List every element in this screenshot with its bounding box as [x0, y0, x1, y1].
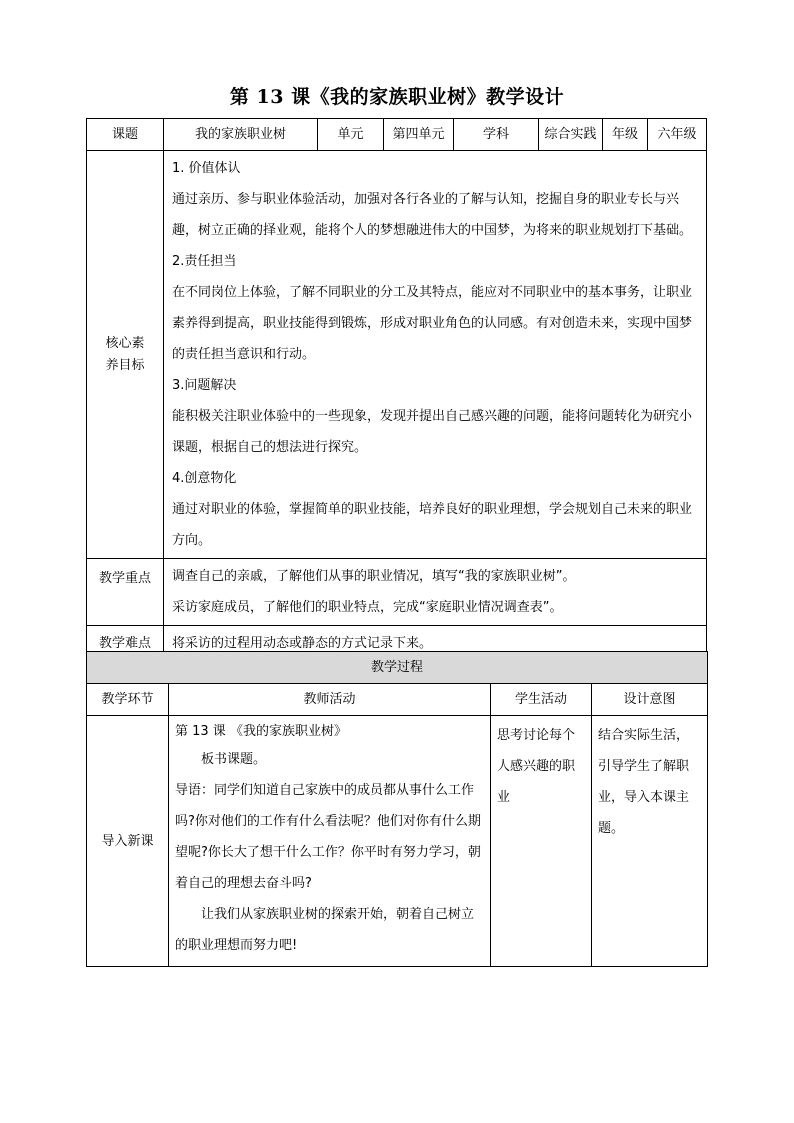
- goal-text: 在不同岗位上体验，了解不同职业的分工及其特点，能应对不同职业中的基本事务，让职业素养得到提高，职业技能得到锻炼，形成对职业角色的认同感。有对创造未来，实现中国梦的责任担当意识和行动。: [172, 285, 693, 362]
- goal-text: 能积极关注职业体验中的一些现象，发现并提出自己感兴趣的问题，能将问题转化为研究小课题，根据自己的想法进行探究。: [172, 409, 693, 455]
- core-goals-row: [87, 151, 707, 559]
- student-activity-cell: 思考讨论每个人感兴趣的职业: [491, 716, 592, 967]
- difficulty-label: 教学难点: [87, 626, 164, 662]
- key-point-line: 调查自己的亲戚，了解他们从事的职业情况，填写“我的家族职业树”。: [172, 569, 576, 584]
- teacher-line: 板书课题。: [201, 752, 267, 767]
- teacher-line: 导语：同学们知道自己家族中的成员都从事什么工作吗?你对他们的工作有什么看法呢？他们对你有什么期望呢?你长大了想干什么工作？你平时有努力学习，朝着自己的理想去奋斗吗?: [175, 783, 481, 891]
- stage-cell: 导入新课: [87, 716, 169, 967]
- lesson-label: 课题: [87, 119, 164, 151]
- core-goals-label: [87, 151, 164, 559]
- column-teacher: 教师活动: [169, 684, 491, 716]
- teacher-line: 让我们从家族职业树的探索开始，朝着自己树立的职业理想而努力吧!: [175, 907, 475, 953]
- lesson-value: 我的家族职业树: [164, 119, 318, 151]
- subject-label: 学科: [454, 119, 539, 151]
- unit-label: 单元: [318, 119, 384, 151]
- key-points-label: 教学重点: [87, 559, 164, 626]
- core-goals-label-line1: 核心素: [105, 335, 145, 351]
- document-title: 第 13 课《我的家族职业树》教学设计: [229, 86, 565, 108]
- lesson-info-table: [86, 118, 707, 662]
- goal-heading: 4.创意物化: [172, 471, 237, 486]
- key-points-content: [164, 559, 707, 626]
- core-goals-label-line2: 养目标: [105, 357, 145, 373]
- goal-heading: 1. 价值体认: [172, 161, 241, 176]
- difficulty-content: 将采访的过程用动态或静态的方式记录下来。: [164, 626, 707, 662]
- column-student: 学生活动: [491, 684, 592, 716]
- grade-label: 年级: [603, 119, 648, 151]
- goal-text: 通过对职业的体验，掌握简单的职业技能，培养良好的职业理想，学会规划自己未来的职业方向。: [172, 502, 693, 548]
- process-columns-row: [87, 684, 708, 716]
- design-intent-cell: 结合实际生活，引导学生了解职业，导入本课主题。: [592, 716, 708, 967]
- goal-text: 通过亲历、参与职业体验活动，加强对各行各业的了解与认知，挖掘自身的职业专长与兴趣，树立正确的择业观，能将个人的梦想融进伟大的中国梦，为将来的职业规划打下基础。: [172, 192, 693, 238]
- teacher-line: 第 13 课 《我的家族职业树》: [175, 724, 347, 739]
- column-intent: 设计意图: [592, 684, 708, 716]
- subject-value: 综合实践: [539, 119, 603, 151]
- core-goals-content: [164, 151, 707, 559]
- grade-value: 六年级: [648, 119, 707, 151]
- goal-heading: 2.责任担当: [172, 254, 237, 269]
- process-header-row: [87, 652, 708, 684]
- unit-value: 第四单元: [384, 119, 454, 151]
- column-stage: 教学环节: [87, 684, 169, 716]
- teacher-activity-cell: [169, 716, 491, 967]
- key-point-line: 采访家庭成员，了解他们的职业特点，完成“家庭职业情况调查表”。: [172, 600, 563, 615]
- goal-heading: 3.问题解决: [172, 378, 237, 393]
- teaching-process-table: [86, 651, 708, 967]
- key-points-row: [87, 559, 707, 626]
- process-row: [87, 716, 708, 967]
- info-row: [87, 119, 707, 151]
- process-header: 教学过程: [87, 652, 708, 684]
